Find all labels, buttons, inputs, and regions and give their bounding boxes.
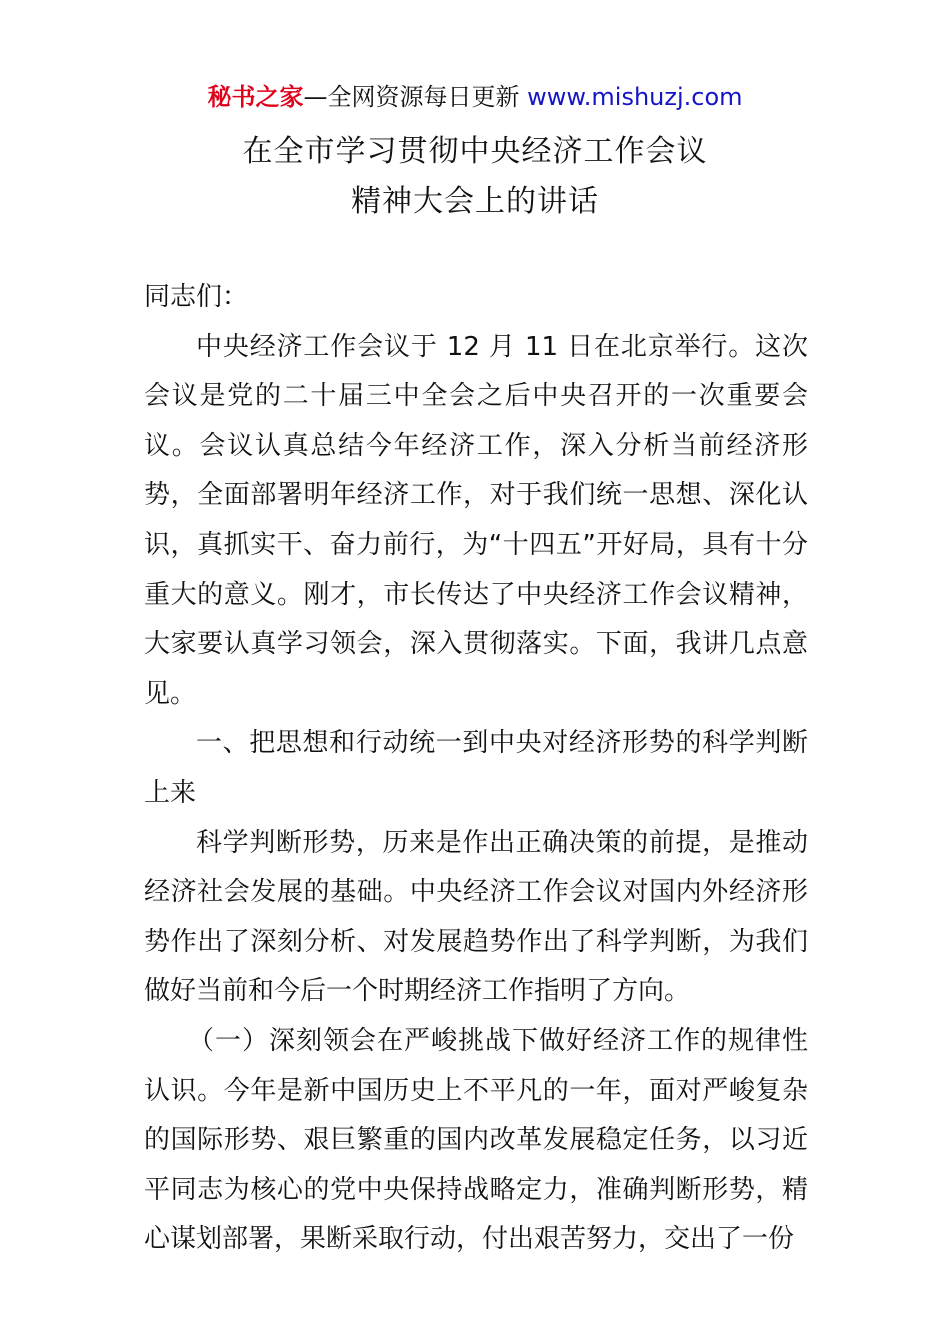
paragraph-intro: 中央经济工作会议于 12 月 11 日在北京举行。这次会议是党的二十届三中全会之后中央召开的一次重要会议。会议认真总结今年经济工作，深入分析当前经济形势，全面部署明年经济工作，对于我们统一思想、深化认识，真抓实干、奋力前行，为“十四五”开好局，具有十分重大的意义。刚才，市长传达了中央经济工作会议精神，大家要认真学习领会，深入贯彻落实。下面，我讲几点意见。 bbox=[144, 331, 808, 709]
section-heading-1: 一、把思想和行动统一到中央对经济形势的科学判断上来 bbox=[144, 728, 808, 808]
site-banner bbox=[0, 80, 950, 114]
title-line-2: 精神大会上的讲话 bbox=[351, 184, 599, 219]
paragraph-subsection-1: （一）深刻领会在严峻挑战下做好经济工作的规律性认识。今年是新中国历史上不平凡的一年，面对严峻复杂的国际形势、艰巨繁重的国内改革发展稳定任务，以习近平同志为核心的党中央保持战略定力，准确判断形势，精心谋划部署，果断采取行动，付出艰苦努力，交出了一份 bbox=[144, 1025, 808, 1255]
salutation: 同志们： bbox=[144, 282, 249, 312]
paragraph-section-1: 科学判断形势，历来是作出正确决策的前提，是推动经济社会发展的基础。中央经济工作会议对国内外经济形势作出了深刻分析、对发展趋势作出了科学判断，为我们做好当前和今后一个时期经济工作指明了方向。 bbox=[144, 827, 808, 1007]
brand-name: 秘书之家 bbox=[207, 83, 304, 111]
document-body bbox=[144, 273, 808, 1265]
document-title bbox=[0, 127, 950, 227]
title-line-1: 在全市学习贯彻中央经济工作会议 bbox=[242, 134, 708, 169]
banner-tagline: —全网资源每日更新 bbox=[303, 83, 528, 111]
site-url-link[interactable]: www.mishuzj.com bbox=[527, 83, 743, 111]
